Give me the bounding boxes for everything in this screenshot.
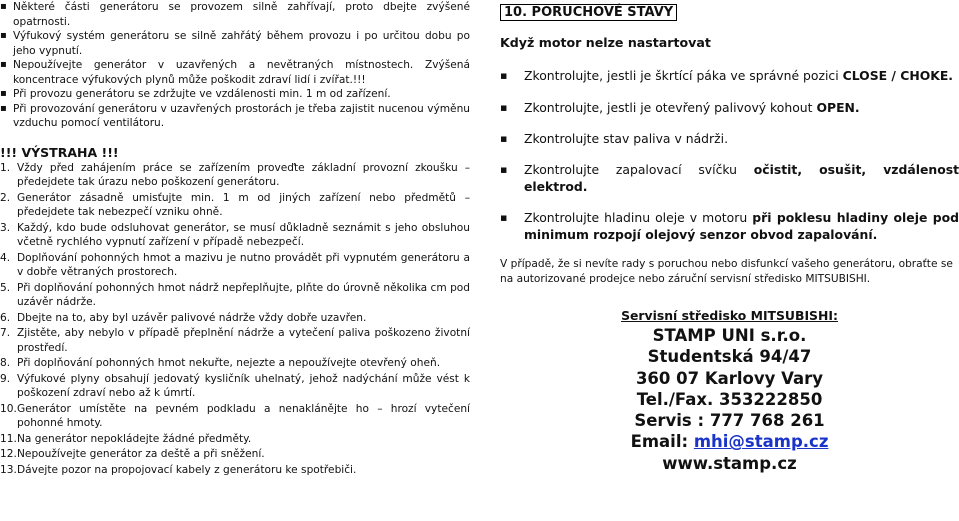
email-line: Email: mhi@stamp.cz — [630, 432, 829, 452]
service-note: V případě, že si nevíte rady s poruchou nebo disfunkcí vašeho generátoru, obraťte se na autorizované prodejce nebo záruční servisní středisko MITSUBISHI. — [500, 258, 953, 285]
safety-bullet: ▪ Některé části generátoru se provozem silně zahřívají, proto dbejte zvýšené opatrnosti. — [0, 0, 470, 29]
service-phone: Servis : 777 768 261 — [634, 411, 825, 431]
warning-item: 10. Generátor umístěte na pevném podkladu a nenaklánějte ho – hrozí vytečení pohonné hmoty. — [0, 402, 470, 429]
check-item: ▪ Zkontrolujte, jestli je otevřený palivový kohout OPEN. — [500, 99, 959, 116]
check-item: ▪ Zkontrolujte zapalovací svíčku očistit, osušit, vzdálenost elektrod. — [500, 161, 959, 195]
safety-bullet: ▪ Při provozování generátoru v uzavřených prostorách je třeba zajistit nucenou výměnu vzduchu pomocí ventilátoru. — [0, 102, 470, 131]
street-address: Studentská 94/47 — [647, 347, 812, 367]
company-name: STAMP UNI s.r.o. — [652, 326, 807, 345]
check-item: ▪ Zkontrolujte stav paliva v nádrži. — [500, 130, 959, 147]
safety-bullet: ▪ Při provozu generátoru se zdržujte ve vzdálenosti min. 1 m od zařízení. — [0, 87, 470, 102]
warning-item: 8. Při doplňování pohonných hmot nekuřte, nejezte a nepoužívejte otevřený oheň. — [0, 357, 441, 369]
warning-item: 9. Výfukové plyny obsahují jedovatý kysličník uhelnatý, jehož nadýchání může vést k poškození zdraví nebo až k úmrtí. — [0, 372, 470, 399]
subheading: Když motor nelze nastartovat — [500, 35, 711, 50]
warning-item: 1. Vždy před zahájením práce se zařízením proveďte základní provozní zkoušku – předejdete tak úrazu nebo poškození generátoru. — [0, 161, 470, 188]
warning-item: 12. Nepoužívejte generátor za deště a při sněžení. — [0, 448, 265, 460]
email-link[interactable]: mhi@stamp.cz — [693, 432, 829, 452]
check-item: ▪ Zkontrolujte, jestli je škrtící páka ve správné pozici CLOSE / CHOKE. — [500, 67, 959, 84]
warning-item: 7. Zjistěte, aby nebylo v případě přeplnění nádrže a vytečení paliva poškozeno životní prostředí. — [0, 327, 470, 354]
warning-item: 13. Dávejte pozor na propojovací kabely z generátoru ke spotřebiči. — [0, 463, 357, 476]
service-heading: Servisní středisko MITSUBISHI: — [621, 308, 838, 323]
warning-title: !!! VÝSTRAHA !!! — [0, 144, 119, 160]
phone-number: Tel./Fax. 353222850 — [636, 389, 823, 409]
warning-list — [0, 161, 470, 478]
section-title: 10. PORUCHOVÉ STAVY — [500, 4, 677, 21]
warning-item: 3. Každý, kdo bude odsluhovat generátor, se musí důkladně seznámit s jeho obsluhou včetně rychlého vypnutí zařízení v případě nebezpečí. — [0, 221, 470, 248]
check-item: ▪ Zkontrolujte hladinu oleje v motoru při poklesu hladiny oleje pod minimum rozpojí olejový senzor obvod zapalování. — [500, 209, 959, 243]
safety-column — [0, 0, 470, 477]
city-address: 360 07 Karlovy Vary — [635, 368, 824, 388]
warning-item: 11. Na generátor nepokládejte žádné předměty. — [0, 432, 252, 445]
safety-bullet: ▪ Nepoužívejte generátor v uzavřených a nevětraných místnostech. Zvýšená koncentrace výfukových plynů může poškodit zdraví lidí i zvířat.!!! — [0, 58, 470, 87]
troubleshooting-column — [500, 0, 959, 474]
warning-item: 4. Doplňování pohonných hmot a mazivu je nutno provádět při vypnutém generátoru a v dobře větraných prostorech. — [0, 251, 470, 278]
warning-item: 6. Dbejte na to, aby byl uzávěr palivové nádrže vždy dobře uzavřen. — [0, 311, 367, 324]
website-link[interactable]: www.stamp.cz — [662, 453, 797, 473]
warning-item: 2. Generátor zásadně umisťujte min. 1 m od jiných zařízení nebo předmětů – předejdete tak nebezpečí vzniku ohně. — [0, 191, 470, 218]
warning-item: 5. Při doplňování pohonných hmot nádrž nepřeplňujte, plňte do úrovně několika cm pod uzávěr nádrže. — [0, 281, 470, 308]
safety-bullet: ▪ Výfukový systém generátoru se silně zahřátý během provozu i po určitou dobu po jeho vypnutí. — [0, 29, 470, 58]
